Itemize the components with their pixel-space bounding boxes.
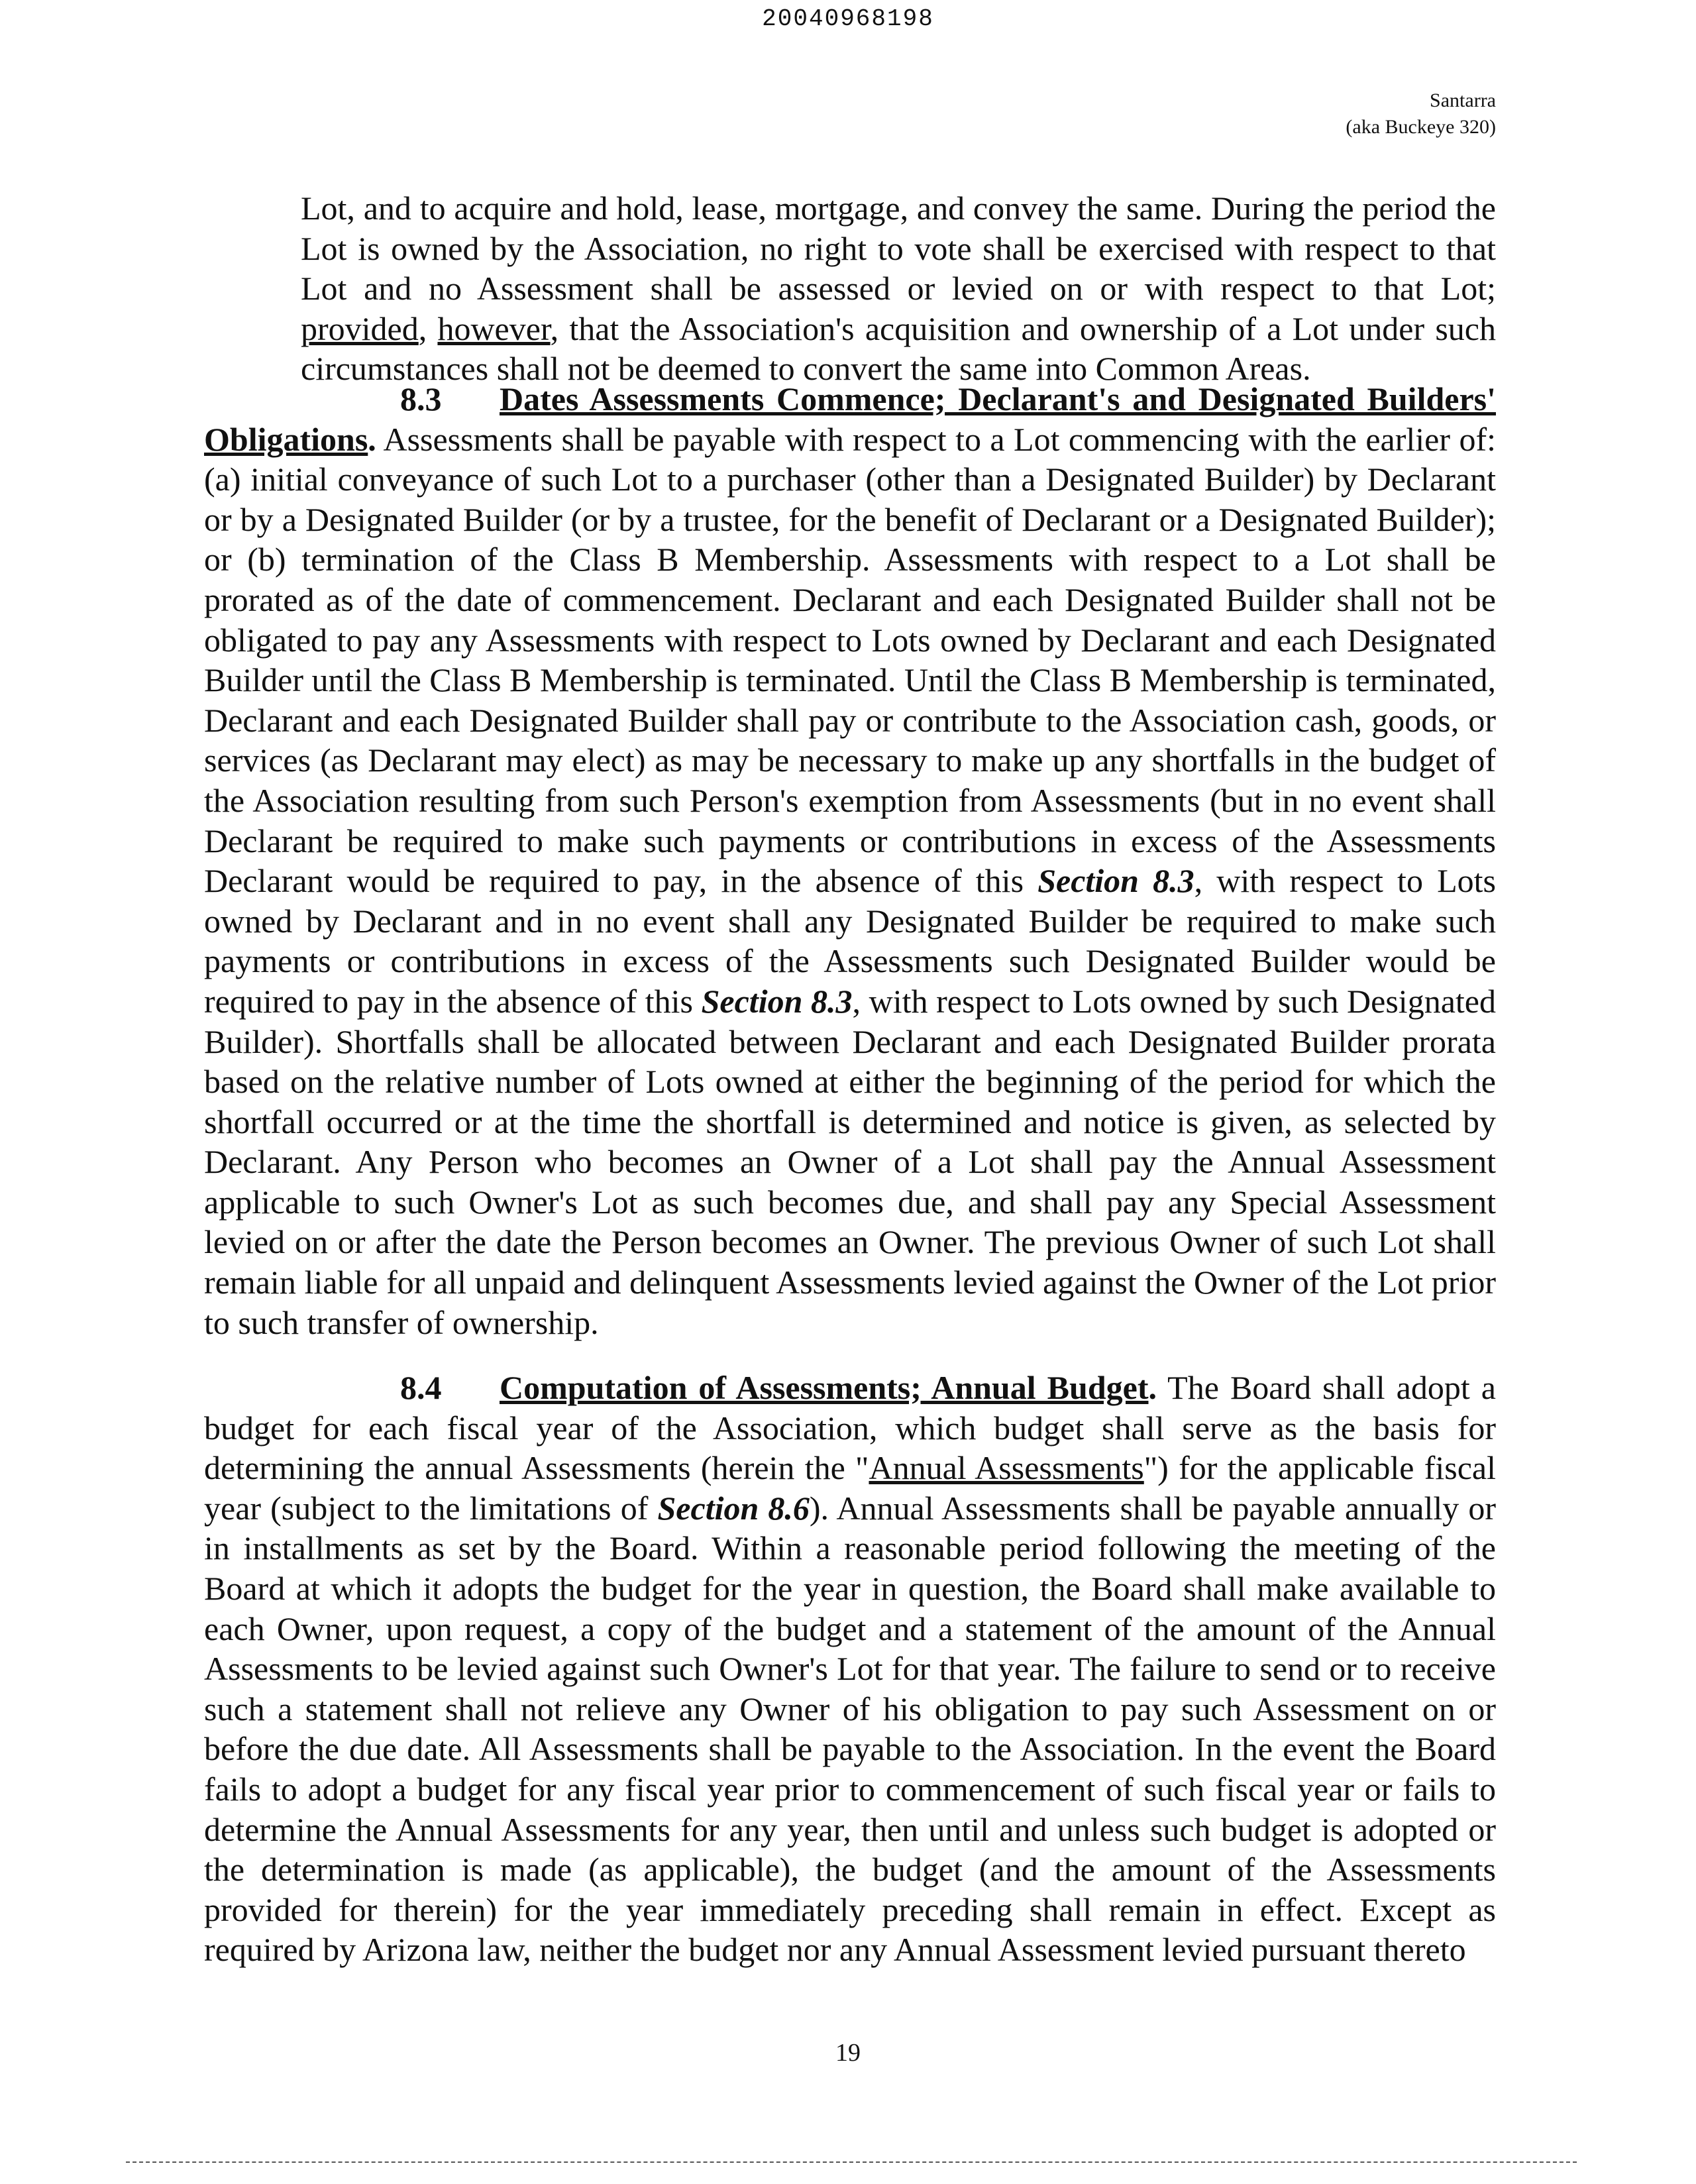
header-project-alias: (aka Buckeye 320) <box>1346 116 1496 138</box>
page-number: 19 <box>835 2039 861 2067</box>
section-8-4 <box>204 1368 1496 1970</box>
scan-artifact-line <box>126 2161 1577 2163</box>
however-term: however <box>437 309 551 347</box>
header-project-name: Santarra <box>1430 89 1496 111</box>
section-text: ). Annual Assessments shall be payable annually or in installments as set by the Board. Within a reasonable period following the meeting of the Board at which it adopts the budget for the year in question, the Board shall make available to each Owner, upon request, a copy of the budget and a statement of the amount of the Annual Assessments to be levied against such Owner's Lot for that year. The failure to send or to receive such a statement shall not relieve any Owner of his obligation to pay such Assessment on or before the due date. All Assessments shall be payable to the Association. In the event the Board fails to adopt a budget for any fiscal year prior to commencement of such fiscal year or fails to determine the Annual Assessments for any year, then until and unless such budget is adopted or the determination is made (as applicable), the budget (and the amount of the Assessments provided for therein) for the year immediately preceding shall remain in effect. Except as required by Arizona law, neither the budget nor any Annual Assessment levied pursuant thereto <box>204 1489 1496 1969</box>
paragraph-text: , that the Association's acquisition and ownership of a Lot under such circumstances shall not be deemed to convert the same into Common Areas. <box>301 309 1496 388</box>
section-reference: Section 8.3 <box>701 982 853 1020</box>
section-text: The Board shall adopt a budget for each fiscal year of the Association, which budget shall serve as the basis for determining the annual Assessments (herein the " <box>204 1369 1497 1487</box>
section-8-3 <box>204 379 1496 1342</box>
paragraph-comma: , <box>418 309 438 347</box>
section-text: Assessments shall be payable with respect to a Lot commencing with the earlier of: (a) initial conveyance of such Lot to a purchaser (other than a Designated Builder) by Declarant or by a Designated Builder (or by a trustee, for the benefit of Declarant or a Designated Builder); or (b) termination of the Class B Membership. Assessments with respect to a Lot shall be prorated as of the date of commencement. Declarant and each Designated Builder shall not be obligated to pay any Assessments with respect to Lots owned by Declarant and each Designated Builder until the Class B Membership is terminated. Until the Class B Membership is terminated, Declarant and each Designated Builder shall pay or contribute to the Association cash, goods, or services (as Declarant may elect) as may be necessary to make up any shortfalls in the budget of the Association resulting from such Person's exemption from Assessments (but in no event shall Declarant be required to make such payments or contributions in excess of the Assessments Declarant would be required to pay, in the absence of this <box>204 420 1496 900</box>
section-reference: Section 8.6 <box>657 1489 810 1527</box>
paragraph-continued <box>204 188 1496 389</box>
section-text: ") for the applicable fiscal year (subject to the limitations of <box>204 1449 1497 1527</box>
page-header <box>1346 87 1496 140</box>
section-text: , with respect to Lots owned by such Designated Builder). Shortfalls shall be allocated between Declarant and each Designated Builder prorata based on the relative number of Lots owned at either the beginning of the period for which the shortfall occurred or at the time the shortfall is determined and notice is given, as selected by Declarant. Any Person who becomes an Owner of a Lot shall pay the Annual Assessment applicable to such Owner's Lot as such becomes due, and shall pay any Special Assessment levied on or after the date the Person becomes an Owner. The previous Owner of such Lot shall remain liable for all unpaid and delinquent Assessments levied against the Owner of the Lot prior to such transfer of ownership. <box>204 982 1496 1341</box>
section-number: 8.4 <box>400 1369 442 1406</box>
defined-term: Annual Assessments <box>869 1449 1144 1487</box>
section-text: , with respect to Lots owned by Declarant and in no event shall any Designated Builder be required to make such payments or contributions in excess of the Assessments such Designated Builder would be required to pay in the absence of this <box>204 862 1496 1020</box>
section-title: Computation of Assessments; Annual Budget <box>500 1369 1149 1406</box>
provided-term: provided <box>301 309 419 347</box>
section-reference: Section 8.3 <box>1037 862 1194 900</box>
document-id: 20040968198 <box>762 5 934 32</box>
section-title-period: . <box>368 420 376 458</box>
section-number: 8.3 <box>400 380 442 417</box>
paragraph-text: Lot, and to acquire and hold, lease, mortgage, and convey the same. During the period the Lot is owned by the Association, no right to vote shall be exercised with respect to that Lot and no Assessment shall be assessed or levied on or with respect to that Lot; <box>301 190 1496 307</box>
section-title: Dates Assessments Commence; Declarant's and Designated Builders' Obligations <box>204 380 1496 458</box>
section-title-period: . <box>1148 1369 1157 1406</box>
